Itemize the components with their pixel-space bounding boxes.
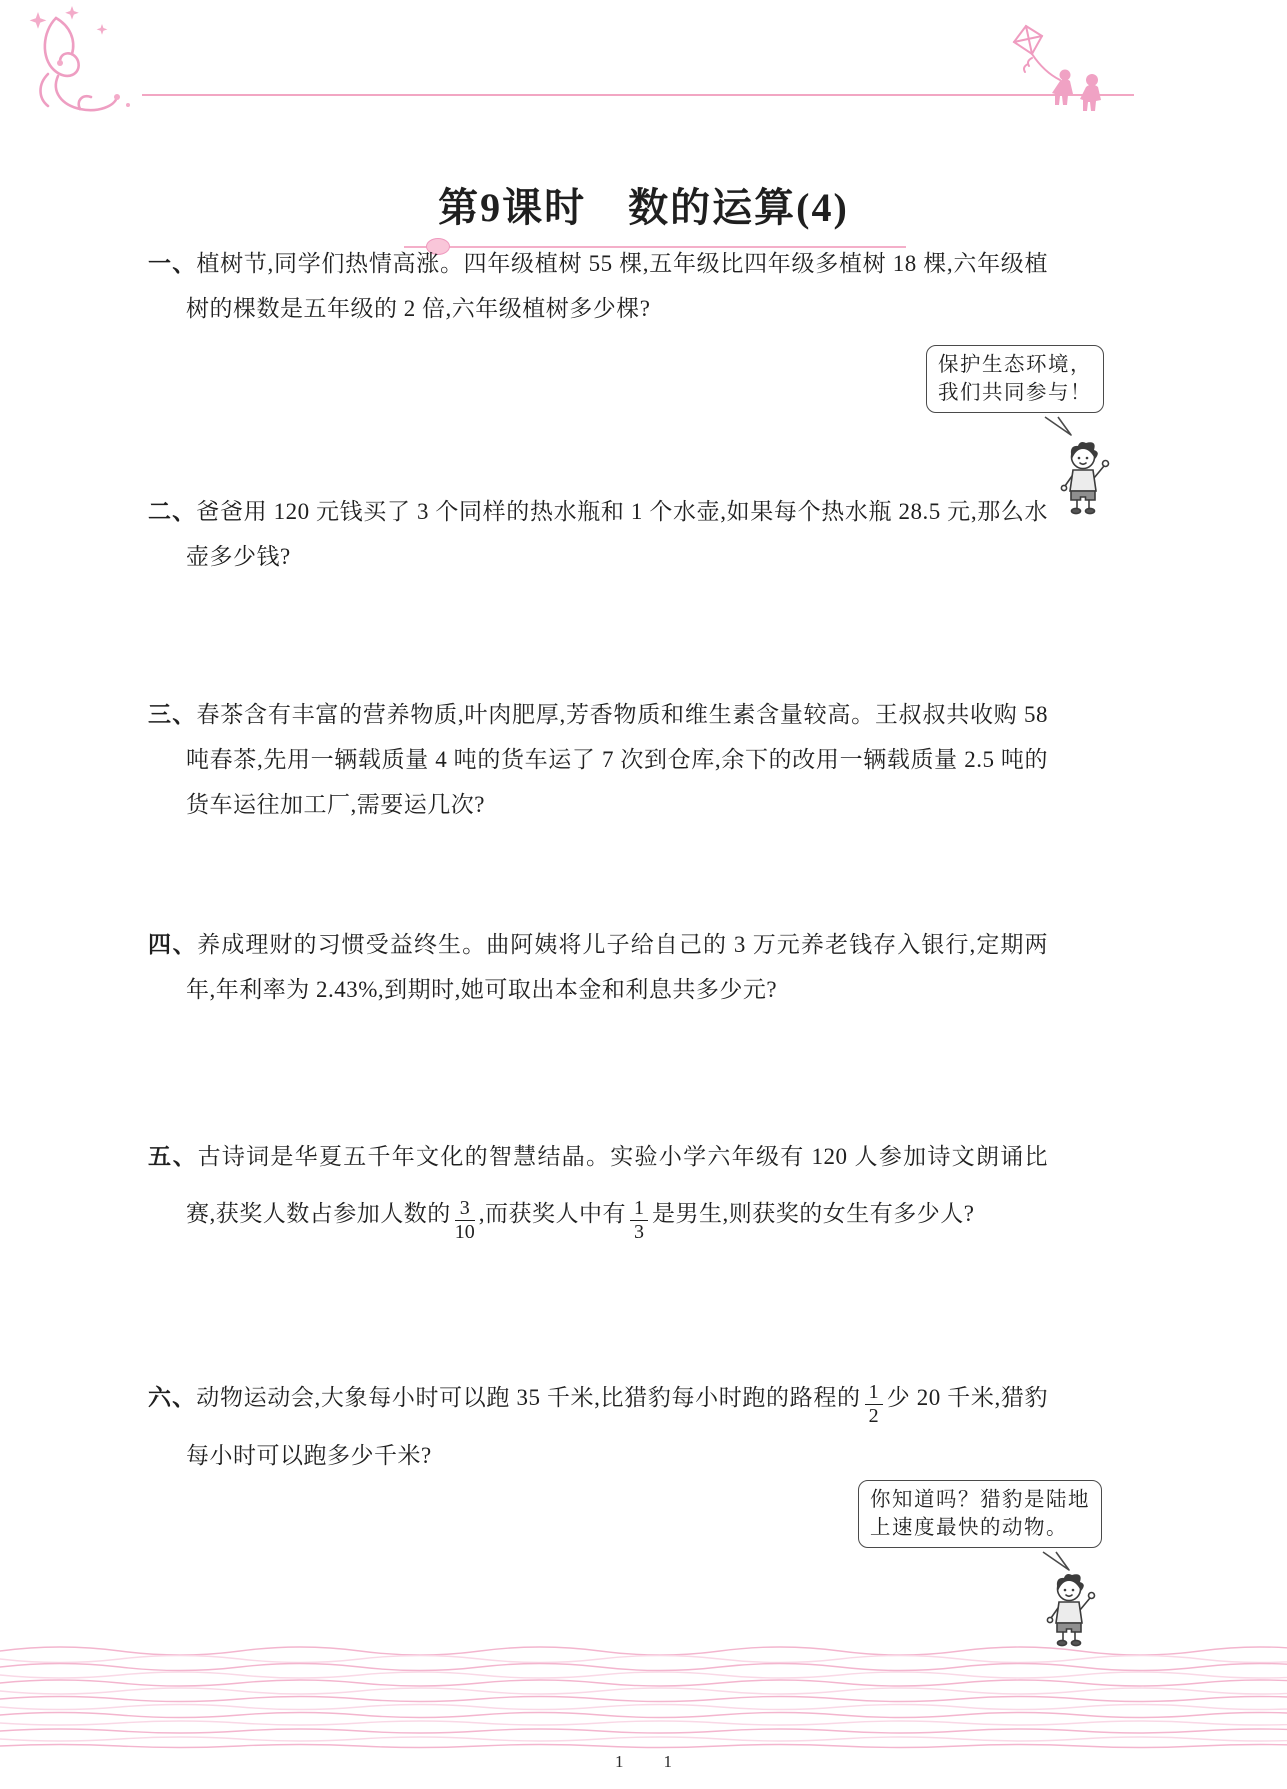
problem-number: 三、 [148, 701, 197, 727]
bubble-line: 你知道吗？猎豹是陆地 [870, 1489, 1090, 1511]
problem-6 [148, 1369, 1048, 1484]
fraction: $\frac{1}{2}$ [865, 1382, 883, 1427]
problem-5 [148, 1128, 1048, 1243]
bubble-line: 保护生态环境， [938, 354, 1092, 376]
bubble-line: 上速度最快的动物。 [870, 1517, 1068, 1539]
problem-text: 植树节,同学们热情高涨。四年级植树 55 棵,五年级比四年级多植树 18 棵,六年级植树的棵数是五年级的 2 倍,六年级植树多少棵? [186, 251, 1049, 321]
problem-text: ,而获奖人中有 [478, 1201, 626, 1226]
corner-flourish-ornament [18, 4, 146, 120]
problem-text: 动物运动会,大象每小时可以跑 35 千米,比猎豹每小时跑的路程的 [196, 1385, 861, 1410]
problem-3 [148, 692, 1048, 827]
problem-number: 四、 [148, 931, 198, 957]
problem-number: 二、 [148, 498, 197, 524]
problem-text: 春茶含有丰富的营养物质,叶肉肥厚,芳香物质和维生素含量较高。王叔叔共收购 58 吨春茶,先用一辆载质量 4 吨的货车运了 7 次到仓库,余下的改用一辆载质量 2.5 吨的货车运往加工厂,需要运几次? [186, 702, 1049, 817]
problem-text: 爸爸用 120 元钱买了 3 个同样的热水瓶和 1 个水壶,如果每个热水瓶 28.5 元,那么水壶多少钱? [186, 499, 1049, 569]
problem-4 [148, 922, 1048, 1012]
fraction: $\frac{1}{3}$ [630, 1198, 648, 1243]
footer-page-numbers [0, 1752, 1287, 1772]
problem-text: 养成理财的习惯受益终生。曲阿姨将儿子给自己的 3 万元养老钱存入银行,定期两年,年利率为 2.43%,到期时,她可取出本金和利息共多少元? [186, 932, 1049, 1002]
page-number: 1 [663, 1752, 672, 1771]
problem-number: 六、 [148, 1384, 197, 1410]
speech-bubble-ecology [926, 345, 1104, 413]
footer-wave-pattern [0, 1646, 1287, 1750]
problem-number: 一、 [148, 250, 197, 276]
header-rule [142, 94, 1134, 96]
cartoon-boy-illustration [1038, 1570, 1100, 1650]
problem-text: 古诗词是华夏五千年文化的智慧结晶。实验小学六年级有 120 人参加诗文朗诵比赛,获奖人数占参加人数的 [186, 1144, 1049, 1226]
problem-text: 少 20 千米,猎豹每小时可以跑多少千米? [186, 1385, 1049, 1468]
bubble-line: 我们共同参与！ [938, 382, 1092, 404]
speech-bubble-tail [1042, 416, 1074, 438]
kite-children-illustration [1002, 20, 1120, 114]
fraction: $\frac{3}{10}$ [454, 1197, 475, 1243]
problem-2 [148, 489, 1048, 579]
problem-number: 五、 [148, 1143, 198, 1169]
page-title: 第9课时 数的运算(4) [438, 185, 849, 230]
problem-text: 是男生,则获奖的女生有多少人? [652, 1201, 975, 1226]
cartoon-boy-illustration [1052, 438, 1114, 518]
page-number: 1 [615, 1752, 624, 1771]
problem-1 [148, 241, 1048, 331]
speech-bubble-cheetah [858, 1480, 1102, 1548]
